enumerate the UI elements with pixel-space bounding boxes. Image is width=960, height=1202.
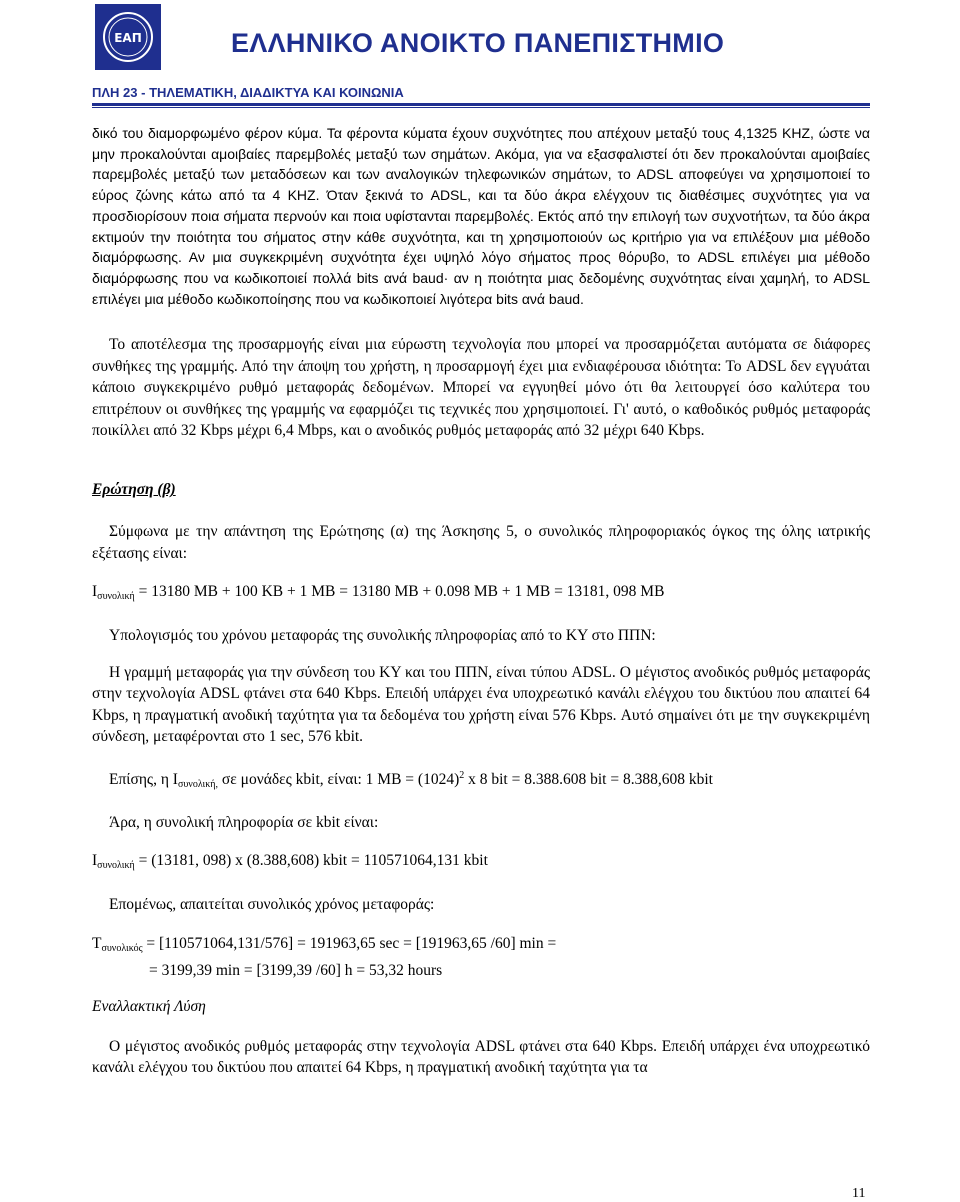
equation-total-time-line2: = 3199,39 min = [3199,39 /60] h = 53,32 hours (149, 961, 443, 979)
paragraph-time-intro: Επομένως, απαιτείται συνολικός χρόνος μεταφοράς: (109, 895, 435, 913)
page-header (0, 0, 960, 110)
paragraph-total-kbit-intro: Άρα, η συνολική πληροφορία σε kbit είναι: (109, 814, 379, 832)
paragraph-alternative-solution: Ο μέγιστος ανοδικός ρυθμός μεταφοράς στην τεχνολογία ADSL φτάνει στα 640 Kbps. Επειδή υπάρχει ένα υποχρεωτικό κανάλι ελέγχου του δικτύου που απαιτεί 64 Kbps, η πραγματική ανοδική ταχύτητα για τα (92, 1038, 870, 1077)
eq1-subscript: συνολική (97, 591, 135, 603)
course-title: ΠΛΗ 23 - ΤΗΛΕΜΑΤΙΚΗ, ΔΙΑΔΙΚΤΥΑ ΚΑΙ ΚΟΙΝΩΝΙΑ (92, 85, 404, 100)
eq2-expression: = (13181, 098) x (8.388,608) kbit = 110571064,131 kbit (134, 852, 488, 870)
equation-total-info-mb (92, 581, 870, 607)
university-logo-icon (95, 4, 161, 70)
eq3-expression-line1: = [110571064,131/576] = 191963,65 sec = [191963,65 /60] min = (142, 935, 557, 953)
eq1-variable: I (92, 583, 98, 601)
logo-mark-text: ΕΑΠ (114, 31, 142, 45)
equation-total-time-line1 (92, 933, 870, 959)
p6-text-c: x 8 bit = 8.388.608 bit = 8.388,608 kbit (464, 770, 713, 788)
eq1-expression: = 13180 MB + 100 KB + 1 MB = 13180 MB + 0.098 MB + 1 MB = 13181, 098 MB (134, 583, 665, 601)
paragraph-calc-intro: Υπολογισμός του χρόνου μεταφοράς της συνολικής πληροφορίας από το ΚΥ στο ΠΠΝ: (109, 626, 656, 644)
paragraph-adaptation-result: Το αποτέλεσμα της προσαρμογής είναι μια εύρωστη τεχνολογία που μπορεί να προσαρμόζεται αυτόματα σε διάφορες συνθήκες της γραμμής. Από την άποψη του χρήστη, η προσαρμογή έχει μια ενδιαφέρουσα ιδιότητα: Το ADSL δεν εγγυάται κάποιο συγκεκριμένο ρυθμό μεταφοράς δεδομένων. Μπορεί να εγγυηθεί μόνο ότι θα λειτουργεί όσο καλύτερα του επιτρέπουν οι συνθήκες της γραμμής να εφαρμόζει τις τεχνικές που χρησιμοποιεί. Γι' αυτό, ο καθοδικός ρυθμός μεταφοράς ποικίλλει από 32 Kbps μέχρι 6,4 Mbps, και ο ανοδικός ρυθμός μεταφοράς από 32 μέχρι 640 Kbps. (92, 336, 870, 439)
p6-superscript: 2 (459, 769, 465, 781)
header-divider (92, 103, 870, 108)
eq3-variable: T (92, 935, 102, 953)
equation-mb-to-kbit (92, 765, 870, 795)
eq3-subscript: συνολικός (101, 943, 143, 955)
paragraph-adsl-frequencies: δικό του διαμορφωμένο φέρον κύμα. Τα φέροντα κύματα έχουν συχνότητες που απέχουν μεταξύ τους 4,1325 KHZ, ώστε να μην προκαλούνται αμοιβαίες παρεμβολές μεταξύ των σημάτων. Ακόμα, για να εξασφαλιστεί ότι δεν προκαλούνται αμοιβαίες παρεμβολές μεταξύ των μεταδόσεων και των αναλογικών τηλεφωνικών σημάτων, το ADSL αποφεύγει να χρησιμοποιεί το εύρος ζώνης κάτω από τα 4 KHZ. Όταν ξεκινά το ADSL, και τα δύο άκρα ελέγχουν τις διαθέσιμες συχνότητες για να προσδιορίσουν ποια σήματα περνούν και ποια υφίστανται παρεμβολές. Εκτός από την επιλογή των συχνοτήτων, τα δύο άκρα εκτιμούν την ποιότητα του σήματος στην κάθε συχνότητα, και τη χρησιμοποιούν ως κριτήριο για να επιλέξουν μια μέθοδο διαμόρφωσης. Αν μια συγκεκριμένη συχνότητα έχει υψηλό λόγο σήματος προς θόρυβο, το ADSL επιλέγει μια μέθοδο διαμόρφωσης που να κωδικοποιεί πολλά bits ανά baud· αν η ποιότητα μιας δεδομένης συχνότητας είναι χαμηλή, το ADSL επιλέγει μια μέθοδο κωδικοποίησης που να κωδικοποιεί λιγότερα bits ανά baud. (92, 125, 870, 307)
p6-subscript: συνολική, (177, 778, 219, 790)
paragraph-adsl-line: Η γραμμή μεταφοράς για την σύνδεση του ΚΥ και του ΠΠΝ, είναι τύπου ADSL. Ο μέγιστος ανοδικός ρυθμός μεταφοράς στην τεχνολογία ADSL φτάνει στα 640 Kbps. Επειδή υπάρχει ένα υποχρεωτικό κανάλι ελέγχου του δικτύου που απαιτεί 64 Kbps, η πραγματική ανοδική ταχύτητα για τα δεδομένα του χρήστη είναι 576 Kbps. Αυτό σημαίνει ότι με την συγκεκριμένη σύνδεση, μεταφέρονται στο 1 sec, 576 kbit. (92, 663, 870, 746)
alternative-solution-heading: Εναλλακτική Λύση (92, 998, 206, 1016)
paragraph-total-volume: Σύμφωνα με την απάντηση της Ερώτησης (α) της Άσκησης 5, ο συνολικός πληροφοριακός όγκος της όλης ιατρικής εξέτασης είναι: (92, 523, 870, 562)
question-heading: Ερώτηση (β) (92, 481, 176, 499)
p6-text-b: σε μονάδες kbit, είναι: 1 MB = (1024) (218, 770, 460, 788)
university-title: ΕΛΛΗΝΙΚΟ ΑΝΟΙΚΤΟ ΠΑΝΕΠΙΣΤΗΜΙΟ (231, 28, 725, 58)
eq2-variable: I (92, 852, 98, 870)
p6-text-a: Επίσης, η I (109, 770, 178, 788)
document-body (92, 123, 870, 1079)
equation-total-info-kbit (92, 850, 870, 876)
eq2-subscript: συνολική (97, 860, 135, 872)
page-number: 11 (852, 1186, 866, 1201)
